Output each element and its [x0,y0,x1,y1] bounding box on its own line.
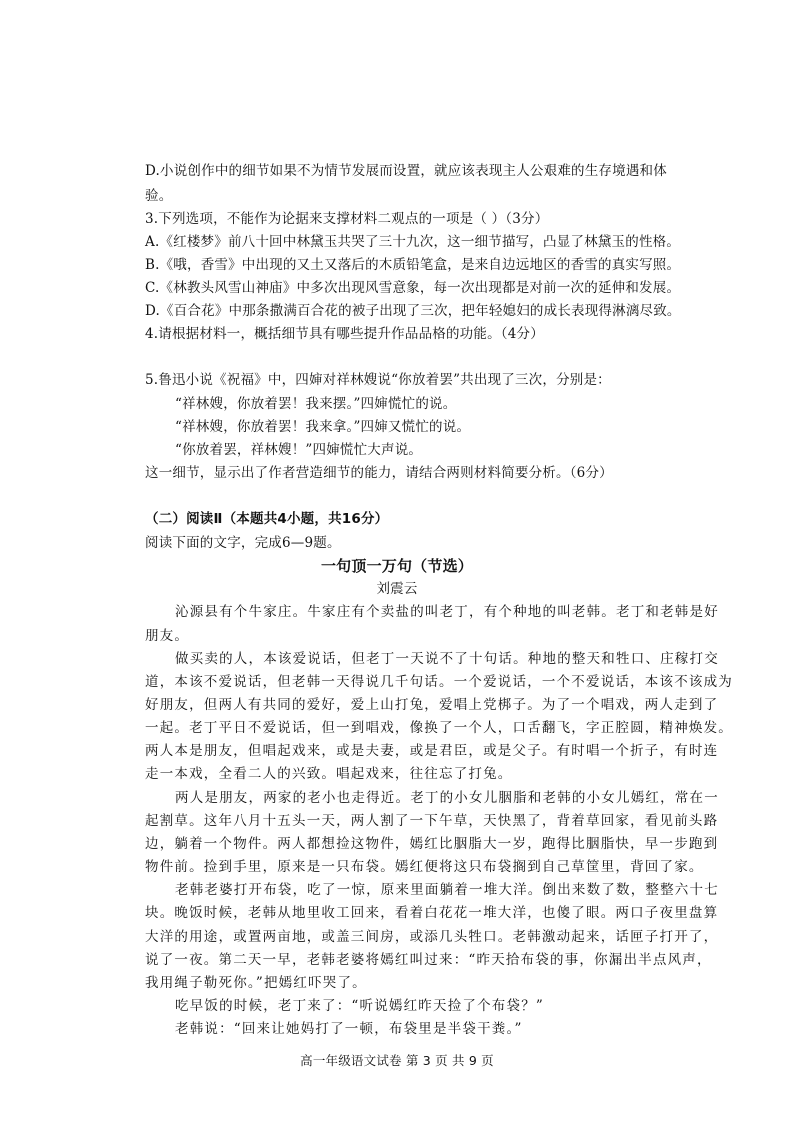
passage-line: 起割草。这年八月十五头一天，两人割了一下午草，天快黑了，背着草回家，看见前头路 [145,813,719,829]
passage-line: 老韩说：“回来让她妈打了一顿，布袋里是半袋干粪。” [175,1021,523,1037]
question-5-prompt: 这一细节，显示出了作者营造细节的能力，请结合两则材料简要分析。（6分） [145,465,613,481]
question-5-quote-1: “祥林嫂，你放着罢！我来摆。”四婶慌忙的说。 [175,396,457,412]
option-b: B.《哦，香雪》中出现的又土又落后的木质铅笔盒，是来自边远地区的香雪的真实写照。 [145,257,681,273]
passage-title: 一句顶一万句（节选） [320,557,473,575]
option-d: D.《百合花》中那条撒满百合花的被子出现了三次，把年轻媳妇的成长表现得淋漓尽致。 [145,303,681,319]
passage-line: 我用绳子勒死你。”把嫣红吓哭了。 [145,975,367,991]
passage-line: 好朋友，但两人有共同的爱好，爱上山打兔，爱唱上党梆子。为了一个唱戏，两人走到了 [145,697,719,713]
page-footer: 高一年级语文试卷 第 3 页 共 9 页 [300,1053,494,1068]
passage-line: 老韩老婆打开布袋，吃了一惊，原来里面躺着一堆大洋。倒出来数了数，整整六十七 [175,882,719,898]
passage-line: 朋友。 [145,628,190,644]
passage-line: 沁源县有个牛家庄。牛家庄有个卖盐的叫老丁，有个种地的叫老韩。老丁和老韩是好 [175,604,719,620]
passage-line: 做买卖的人，本该爱说话，但老丁一天说不了十句话。种地的整天和牲口、庄稼打交 [175,651,719,667]
passage-line: 边，躺着一个物件。两人都想捡这物件，嫣红比胭脂大一岁，跑得比胭脂快，早一步跑到 [145,836,719,852]
passage-line: 吃早饭的时候，老丁来了：“听说嫣红昨天捡了个布袋？” [175,998,545,1014]
option-a: A.《红楼梦》前八十回中林黛玉共哭了三十九次，这一细节描写，凸显了林黛玉的性格。 [145,234,681,250]
section-heading: （二）阅读Ⅱ（本题共4小题，共16分） [145,511,389,527]
question-5-quote-2: “祥林嫂，你放着罢！我来拿。”四婶又慌忙的说。 [175,419,471,435]
option-d-line-2: 验。 [145,188,173,204]
passage-author: 刘震云 [376,581,418,597]
option-c: C.《林教头风雪山神庙》中多次出现风雪意象，每一次出现都是对前一次的延伸和发展。 [145,280,681,296]
question-5-intro: 5.鲁迅小说《祝福》中，四婶对祥林嫂说“你放着罢”共出现了三次，分别是： [145,372,611,388]
passage-line: 两人本是朋友，但唱起戏来，或是夫妻，或是君臣，或是父子。有时唱一个折子，有时连 [145,743,719,759]
passage-line: 大洋的用途，或置两亩地，或盖三间房，或添几头牲口。老韩激动起来，话匣子打开了， [145,929,719,945]
passage-line: 物件前。捡到手里，原来是一只布袋。嫣红便将这只布袋搁到自己草筐里，背回了家。 [145,859,704,875]
option-d-line-1: D.小说创作中的细节如果不为情节发展而设置，就应该表现主人公艰难的生存境遇和体 [145,163,667,179]
passage-line: 道，本该不爱说话，但老韩一天得说几千句话。一个爱说话，一个不爱说话，本该不该成为 [145,674,733,690]
passage-line: 块。晚饭时候，老韩从地里收工回来，看着白花花一堆大洋，也傻了眼。两口子夜里盘算 [145,905,719,921]
question-5-quote-3: “你放着罢，祥林嫂！”四婶慌忙大声说。 [175,442,423,458]
question-3: 3.下列选项，不能作为论据来支撑材料二观点的一项是（ ）（3分） [145,211,549,227]
passage-line: 两人是朋友，两家的老小也走得近。老丁的小女儿胭脂和老韩的小女儿嫣红，常在一 [175,790,719,806]
passage-line: 说了一夜。第二天一早，老韩老婆将嫣红叫过来：“昨天拾布袋的事，你漏出半点风声， [145,952,712,968]
section-instruction: 阅读下面的文字，完成6—9题。 [145,535,341,551]
passage-line: 一起。老丁平日不爱说话，但一到唱戏，像换了一个人，口舌翻飞，字正腔圆，精神焕发。 [145,720,733,736]
question-4: 4.请根据材料一，概括细节具有哪些提升作品品格的功能。（4分） [145,326,544,342]
passage-line: 走一本戏，全看二人的兴致。唱起戏来，往往忘了打兔。 [145,766,513,782]
